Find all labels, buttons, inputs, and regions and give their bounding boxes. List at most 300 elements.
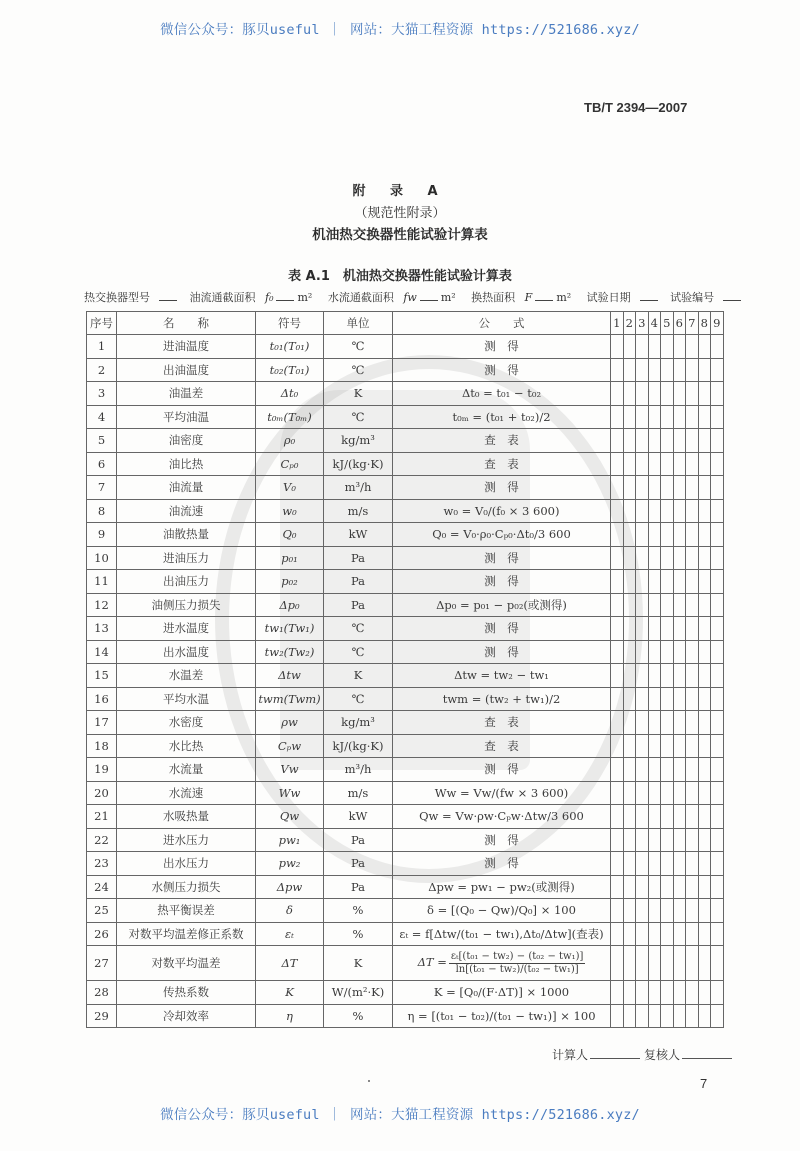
test-value-cell-5 <box>661 499 674 523</box>
appendix-subtitle: （规范性附录） <box>354 206 446 221</box>
test-value-cell-2 <box>623 499 636 523</box>
test-value-cell-6 <box>673 1004 686 1028</box>
row-formula: 测 得 <box>393 476 611 500</box>
test-value-cell-7 <box>686 946 699 981</box>
test-value-cell-9 <box>711 429 724 453</box>
test-value-cell-6 <box>673 382 686 406</box>
row-unit: ℃ <box>324 405 393 429</box>
test-value-cell-1 <box>611 382 624 406</box>
row-symbol: K <box>256 981 324 1005</box>
test-value-cell-4 <box>648 875 661 899</box>
test-value-cell-9 <box>711 687 724 711</box>
row-symbol: Qw <box>256 805 324 829</box>
row-name: 油比热 <box>117 452 256 476</box>
test-value-cell-1 <box>611 593 624 617</box>
test-value-cell-6 <box>673 452 686 476</box>
test-value-cell-4 <box>648 781 661 805</box>
test-value-cell-9 <box>711 570 724 594</box>
test-value-cell-8 <box>698 452 711 476</box>
test-value-cell-2 <box>623 405 636 429</box>
row-name: 出油压力 <box>117 570 256 594</box>
test-value-cell-8 <box>698 523 711 547</box>
row-unit: ℃ <box>324 617 393 641</box>
header-test-4: 4 <box>648 312 661 335</box>
test-value-cell-3 <box>636 899 649 923</box>
test-value-cell-6 <box>673 570 686 594</box>
test-value-cell-2 <box>623 1004 636 1028</box>
table-row <box>87 640 724 664</box>
test-value-cell-6 <box>673 617 686 641</box>
row-symbol: p₀₂ <box>256 570 324 594</box>
test-value-cell-9 <box>711 499 724 523</box>
test-value-cell-8 <box>698 546 711 570</box>
test-value-cell-8 <box>698 382 711 406</box>
row-symbol: εₜ <box>256 922 324 946</box>
test-value-cell-5 <box>661 1004 674 1028</box>
row-name: 出油温度 <box>117 358 256 382</box>
test-value-cell-3 <box>636 687 649 711</box>
test-value-cell-2 <box>623 922 636 946</box>
test-value-cell-5 <box>661 664 674 688</box>
row-name: 油流量 <box>117 476 256 500</box>
test-value-cell-9 <box>711 781 724 805</box>
test-value-cell-2 <box>623 382 636 406</box>
test-value-cell-7 <box>686 546 699 570</box>
row-name: 平均油温 <box>117 405 256 429</box>
test-value-cell-4 <box>648 335 661 359</box>
test-value-cell-9 <box>711 593 724 617</box>
test-value-cell-3 <box>636 711 649 735</box>
row-symbol: twm(Twm) <box>256 687 324 711</box>
row-symbol: ρw <box>256 711 324 735</box>
row-number: 17 <box>87 711 117 735</box>
test-value-cell-3 <box>636 781 649 805</box>
table-header-row <box>87 312 724 335</box>
test-value-cell-8 <box>698 1004 711 1028</box>
row-name: 进油温度 <box>117 335 256 359</box>
test-value-cell-8 <box>698 664 711 688</box>
test-value-cell-7 <box>686 640 699 664</box>
test-value-cell-5 <box>661 946 674 981</box>
row-formula: t₀ₘ = (t₀₁ + t₀₂)/2 <box>393 405 611 429</box>
standard-number: TB/T 2394—2007 <box>584 100 688 115</box>
table-row <box>87 687 724 711</box>
table-row <box>87 758 724 782</box>
row-symbol: Ww <box>256 781 324 805</box>
test-value-cell-4 <box>648 405 661 429</box>
table-title: 表 A.1 机油热交换器性能试验计算表 <box>288 269 512 284</box>
header-test-3: 3 <box>636 312 649 335</box>
table-row <box>87 711 724 735</box>
row-name: 对数平均温差 <box>117 946 256 981</box>
row-number: 28 <box>87 981 117 1005</box>
row-formula: 测 得 <box>393 758 611 782</box>
test-value-cell-5 <box>661 546 674 570</box>
test-value-cell-9 <box>711 805 724 829</box>
row-number: 7 <box>87 476 117 500</box>
row-formula: Qw = Vw·ρw·Cₚw·Δtw/3 600 <box>393 805 611 829</box>
test-value-cell-5 <box>661 476 674 500</box>
test-value-cell-7 <box>686 687 699 711</box>
row-formula: 测 得 <box>393 570 611 594</box>
test-value-cell-9 <box>711 476 724 500</box>
calculation-table <box>86 311 724 1028</box>
test-value-cell-2 <box>623 523 636 547</box>
row-symbol: Δpw <box>256 875 324 899</box>
test-value-cell-8 <box>698 922 711 946</box>
table-row <box>87 546 724 570</box>
test-value-cell-1 <box>611 946 624 981</box>
water-area-label: 水流通截面积 fw m² <box>327 291 456 304</box>
test-value-cell-1 <box>611 899 624 923</box>
test-value-cell-9 <box>711 640 724 664</box>
table-row <box>87 593 724 617</box>
row-unit: Pa <box>324 875 393 899</box>
row-symbol: η <box>256 1004 324 1028</box>
test-value-cell-8 <box>698 687 711 711</box>
test-value-cell-7 <box>686 617 699 641</box>
test-value-cell-6 <box>673 922 686 946</box>
test-value-cell-6 <box>673 499 686 523</box>
test-value-cell-5 <box>661 593 674 617</box>
row-formula: δ = [(Q₀ − Qw)/Q₀] × 100 <box>393 899 611 923</box>
row-symbol: tw₂(Tw₂) <box>256 640 324 664</box>
row-symbol: t₀₁(T₀₁) <box>256 335 324 359</box>
test-value-cell-2 <box>623 358 636 382</box>
test-value-cell-3 <box>636 593 649 617</box>
row-number: 19 <box>87 758 117 782</box>
test-value-cell-4 <box>648 946 661 981</box>
test-value-cell-3 <box>636 523 649 547</box>
row-name: 冷却效率 <box>117 1004 256 1028</box>
row-formula: 测 得 <box>393 617 611 641</box>
test-value-cell-5 <box>661 358 674 382</box>
test-value-cell-7 <box>686 875 699 899</box>
watermark-top: 微信公众号：豚贝useful ｜ 网站：大猫工程资源 https://521686.xyz/ <box>160 22 640 38</box>
test-value-cell-4 <box>648 640 661 664</box>
test-value-cell-5 <box>661 852 674 876</box>
test-value-cell-6 <box>673 335 686 359</box>
test-value-cell-9 <box>711 946 724 981</box>
heat-area-label: 换热面积 F m² <box>471 291 572 304</box>
row-number: 15 <box>87 664 117 688</box>
row-formula: Δt₀ = t₀₁ − t₀₂ <box>393 382 611 406</box>
row-name: 水温差 <box>117 664 256 688</box>
row-name: 水流量 <box>117 758 256 782</box>
test-value-cell-3 <box>636 640 649 664</box>
test-value-cell-5 <box>661 570 674 594</box>
test-value-cell-9 <box>711 875 724 899</box>
row-formula: 查 表 <box>393 429 611 453</box>
test-value-cell-8 <box>698 429 711 453</box>
test-value-cell-4 <box>648 499 661 523</box>
test-value-cell-2 <box>623 981 636 1005</box>
test-value-cell-1 <box>611 922 624 946</box>
formula-numerator: εₜ[(t₀₁ − tw₂) − (t₀₂ − tw₁)] <box>450 950 584 962</box>
test-value-cell-6 <box>673 758 686 782</box>
test-value-cell-2 <box>623 734 636 758</box>
row-symbol: t₀ₘ(T₀ₘ) <box>256 405 324 429</box>
test-value-cell-9 <box>711 1004 724 1028</box>
test-value-cell-6 <box>673 523 686 547</box>
appendix-title: 附 录 A <box>352 184 448 199</box>
test-value-cell-2 <box>623 546 636 570</box>
formula-fraction <box>449 951 586 976</box>
test-value-cell-5 <box>661 922 674 946</box>
test-value-cell-1 <box>611 335 624 359</box>
row-name: 进水温度 <box>117 617 256 641</box>
reviewer-label: 复核人 <box>644 1048 681 1062</box>
test-value-cell-3 <box>636 452 649 476</box>
test-value-cell-8 <box>698 805 711 829</box>
row-number: 21 <box>87 805 117 829</box>
test-value-cell-9 <box>711 335 724 359</box>
test-value-cell-5 <box>661 405 674 429</box>
test-value-cell-5 <box>661 875 674 899</box>
row-unit: K <box>324 382 393 406</box>
test-value-cell-7 <box>686 429 699 453</box>
row-number: 3 <box>87 382 117 406</box>
test-value-cell-4 <box>648 922 661 946</box>
test-value-cell-7 <box>686 805 699 829</box>
row-formula: 测 得 <box>393 828 611 852</box>
test-value-cell-4 <box>648 382 661 406</box>
test-value-cell-3 <box>636 499 649 523</box>
test-value-cell-9 <box>711 452 724 476</box>
test-value-cell-6 <box>673 664 686 688</box>
row-formula: εₜ = f[Δtw/(t₀₁ − tw₁),Δt₀/Δtw](查表) <box>393 922 611 946</box>
row-number: 16 <box>87 687 117 711</box>
test-value-cell-7 <box>686 499 699 523</box>
test-value-cell-7 <box>686 758 699 782</box>
row-number: 5 <box>87 429 117 453</box>
row-unit: m/s <box>324 499 393 523</box>
test-value-cell-4 <box>648 852 661 876</box>
test-value-cell-9 <box>711 523 724 547</box>
test-value-cell-5 <box>661 687 674 711</box>
test-value-cell-5 <box>661 828 674 852</box>
row-formula <box>393 946 611 981</box>
row-number: 24 <box>87 875 117 899</box>
test-value-cell-7 <box>686 358 699 382</box>
appendix-name: 机油热交换器性能试验计算表 <box>312 227 488 243</box>
test-value-cell-1 <box>611 981 624 1005</box>
row-formula: η = [(t₀₁ − t₀₂)/(t₀₁ − tw₁)] × 100 <box>393 1004 611 1028</box>
row-unit: kg/m³ <box>324 711 393 735</box>
row-number: 2 <box>87 358 117 382</box>
row-unit: m³/h <box>324 758 393 782</box>
table-row <box>87 852 724 876</box>
test-value-cell-9 <box>711 981 724 1005</box>
table-row <box>87 476 724 500</box>
row-name: 热平衡误差 <box>117 899 256 923</box>
row-formula: 查 表 <box>393 734 611 758</box>
test-value-cell-6 <box>673 828 686 852</box>
row-formula: Ww = Vw/(fw × 3 600) <box>393 781 611 805</box>
header-unit: 单位 <box>324 312 393 335</box>
row-unit: m/s <box>324 781 393 805</box>
row-unit: ℃ <box>324 335 393 359</box>
test-value-cell-5 <box>661 711 674 735</box>
test-value-cell-7 <box>686 570 699 594</box>
watermark-bottom: 微信公众号：豚贝useful ｜ 网站：大猫工程资源 https://521686.xyz/ <box>160 1107 640 1123</box>
test-value-cell-5 <box>661 523 674 547</box>
test-value-cell-3 <box>636 922 649 946</box>
row-unit: W/(m²·K) <box>324 981 393 1005</box>
test-value-cell-5 <box>661 382 674 406</box>
test-value-cell-8 <box>698 711 711 735</box>
test-value-cell-7 <box>686 523 699 547</box>
table-row <box>87 1004 724 1028</box>
test-value-cell-5 <box>661 429 674 453</box>
test-value-cell-1 <box>611 758 624 782</box>
row-unit: Pa <box>324 828 393 852</box>
table-row <box>87 805 724 829</box>
row-symbol: tw₁(Tw₁) <box>256 617 324 641</box>
test-value-cell-9 <box>711 828 724 852</box>
row-symbol: ρ₀ <box>256 429 324 453</box>
row-number: 9 <box>87 523 117 547</box>
row-unit: kW <box>324 805 393 829</box>
row-name: 油侧压力损失 <box>117 593 256 617</box>
test-value-cell-6 <box>673 687 686 711</box>
table-row <box>87 429 724 453</box>
test-value-cell-1 <box>611 405 624 429</box>
test-value-cell-2 <box>623 852 636 876</box>
table-row <box>87 899 724 923</box>
header-test-7: 7 <box>686 312 699 335</box>
formula-lhs: ΔT = <box>417 955 447 969</box>
test-value-cell-6 <box>673 358 686 382</box>
test-value-cell-2 <box>623 711 636 735</box>
test-value-cell-3 <box>636 805 649 829</box>
test-value-cell-4 <box>648 1004 661 1028</box>
test-value-cell-6 <box>673 593 686 617</box>
test-value-cell-9 <box>711 852 724 876</box>
test-value-cell-3 <box>636 405 649 429</box>
test-value-cell-3 <box>636 429 649 453</box>
row-unit: % <box>324 899 393 923</box>
row-name: 水流速 <box>117 781 256 805</box>
header-test-2: 2 <box>623 312 636 335</box>
test-value-cell-7 <box>686 922 699 946</box>
test-value-cell-6 <box>673 875 686 899</box>
test-value-cell-3 <box>636 358 649 382</box>
test-value-cell-7 <box>686 452 699 476</box>
row-unit: kJ/(kg·K) <box>324 734 393 758</box>
test-value-cell-2 <box>623 758 636 782</box>
test-value-cell-9 <box>711 711 724 735</box>
row-number: 22 <box>87 828 117 852</box>
test-value-cell-7 <box>686 1004 699 1028</box>
test-value-cell-1 <box>611 358 624 382</box>
test-value-cell-9 <box>711 922 724 946</box>
row-name: 对数平均温差修正系数 <box>117 922 256 946</box>
test-value-cell-9 <box>711 664 724 688</box>
test-value-cell-8 <box>698 617 711 641</box>
row-number: 11 <box>87 570 117 594</box>
test-date-label: 试验日期 <box>587 291 661 304</box>
test-value-cell-2 <box>623 640 636 664</box>
test-value-cell-9 <box>711 899 724 923</box>
test-value-cell-2 <box>623 570 636 594</box>
test-value-cell-8 <box>698 875 711 899</box>
test-value-cell-1 <box>611 570 624 594</box>
row-number: 29 <box>87 1004 117 1028</box>
row-unit: ℃ <box>324 687 393 711</box>
header-no: 序号 <box>87 312 117 335</box>
test-value-cell-6 <box>673 899 686 923</box>
test-value-cell-5 <box>661 805 674 829</box>
test-value-cell-3 <box>636 546 649 570</box>
page-number: 7 <box>700 1076 708 1091</box>
test-value-cell-9 <box>711 382 724 406</box>
test-value-cell-2 <box>623 476 636 500</box>
row-symbol: Vw <box>256 758 324 782</box>
header-test-6: 6 <box>673 312 686 335</box>
test-value-cell-8 <box>698 476 711 500</box>
formula-denominator: ln[(t₀₁ − tw₂)/(t₀₂ − tw₁)] <box>455 963 579 975</box>
test-value-cell-8 <box>698 358 711 382</box>
row-name: 出水温度 <box>117 640 256 664</box>
test-value-cell-7 <box>686 781 699 805</box>
table-row <box>87 981 724 1005</box>
test-value-cell-6 <box>673 546 686 570</box>
row-formula: 测 得 <box>393 358 611 382</box>
row-number: 13 <box>87 617 117 641</box>
test-value-cell-6 <box>673 781 686 805</box>
test-value-cell-6 <box>673 711 686 735</box>
table-row <box>87 664 724 688</box>
test-value-cell-4 <box>648 429 661 453</box>
table-row <box>87 734 724 758</box>
test-value-cell-8 <box>698 570 711 594</box>
test-value-cell-1 <box>611 429 624 453</box>
test-value-cell-2 <box>623 875 636 899</box>
test-value-cell-5 <box>661 899 674 923</box>
test-value-cell-3 <box>636 875 649 899</box>
row-unit: K <box>324 664 393 688</box>
test-value-cell-1 <box>611 640 624 664</box>
test-value-cell-1 <box>611 523 624 547</box>
test-value-cell-6 <box>673 405 686 429</box>
test-number-label: 试验编号 <box>670 291 744 304</box>
row-unit: % <box>324 922 393 946</box>
test-value-cell-3 <box>636 946 649 981</box>
row-unit: % <box>324 1004 393 1028</box>
row-number: 8 <box>87 499 117 523</box>
reviewer-blank <box>682 1048 732 1059</box>
row-formula: Δtw = tw₂ − tw₁ <box>393 664 611 688</box>
row-name: 水比热 <box>117 734 256 758</box>
scan-speck <box>368 1080 370 1082</box>
table-row <box>87 452 724 476</box>
model-label: 热交换器型号 <box>84 291 180 304</box>
test-value-cell-1 <box>611 734 624 758</box>
test-value-cell-7 <box>686 382 699 406</box>
row-number: 27 <box>87 946 117 981</box>
test-value-cell-3 <box>636 664 649 688</box>
test-value-cell-6 <box>673 476 686 500</box>
test-value-cell-8 <box>698 946 711 981</box>
test-value-cell-3 <box>636 570 649 594</box>
row-name: 水侧压力损失 <box>117 875 256 899</box>
table-row <box>87 922 724 946</box>
row-symbol: pw₂ <box>256 852 324 876</box>
test-value-cell-3 <box>636 476 649 500</box>
test-value-cell-6 <box>673 640 686 664</box>
test-value-cell-7 <box>686 335 699 359</box>
